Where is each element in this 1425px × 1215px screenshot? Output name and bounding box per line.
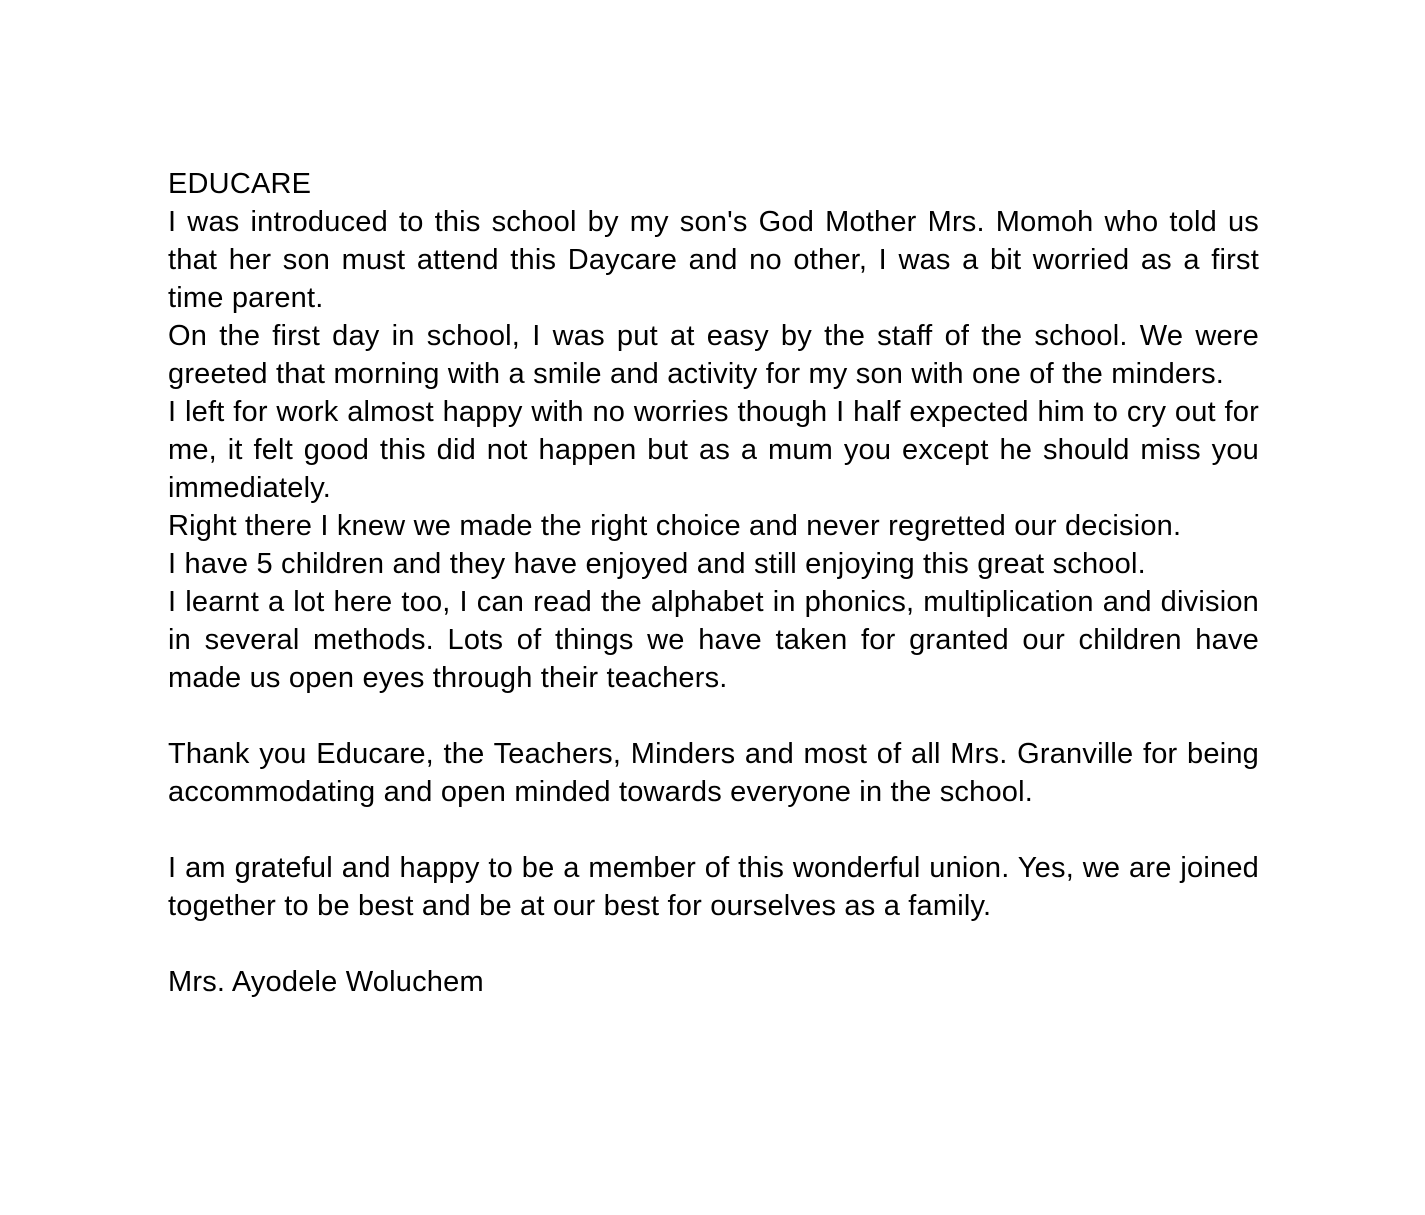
- paragraph: I was introduced to this school by my son's God Mother Mrs. Momoh who told us that her son must attend this Daycare and no other, I was a bit worried as a first time parent.: [168, 206, 1259, 314]
- paragraph: Thank you Educare, the Teachers, Minders and most of all Mrs. Granville for being accommodating and open minded towards everyone in the school.: [168, 738, 1259, 808]
- paragraph: I learnt a lot here too, I can read the alphabet in phonics, multiplication and division in several methods. Lots of things we have taken for granted our children have made us open eyes through their teachers.: [168, 586, 1259, 694]
- letter-body: [168, 165, 1259, 1001]
- paragraph: Right there I knew we made the right choice and never regretted our decision.: [168, 510, 1182, 542]
- paragraph: On the first day in school, I was put at easy by the staff of the school. We were greeted that morning with a smile and activity for my son with one of the minders.: [168, 320, 1259, 390]
- paragraph: I am grateful and happy to be a member of this wonderful union. Yes, we are joined together to be best and be at our best for ourselves as a family.: [168, 852, 1259, 922]
- paragraph: I left for work almost happy with no worries though I half expected him to cry out for me, it felt good this did not happen but as a mum you except he should miss you immediately.: [168, 396, 1259, 504]
- paragraph-list: [168, 203, 1259, 963]
- blank-line: [168, 697, 1259, 735]
- blank-line: [168, 925, 1259, 963]
- letter-title: EDUCARE: [168, 168, 312, 200]
- blank-line: [168, 811, 1259, 849]
- signature: Mrs. Ayodele Woluchem: [168, 966, 484, 998]
- paragraph: I have 5 children and they have enjoyed and still enjoying this great school.: [168, 548, 1146, 580]
